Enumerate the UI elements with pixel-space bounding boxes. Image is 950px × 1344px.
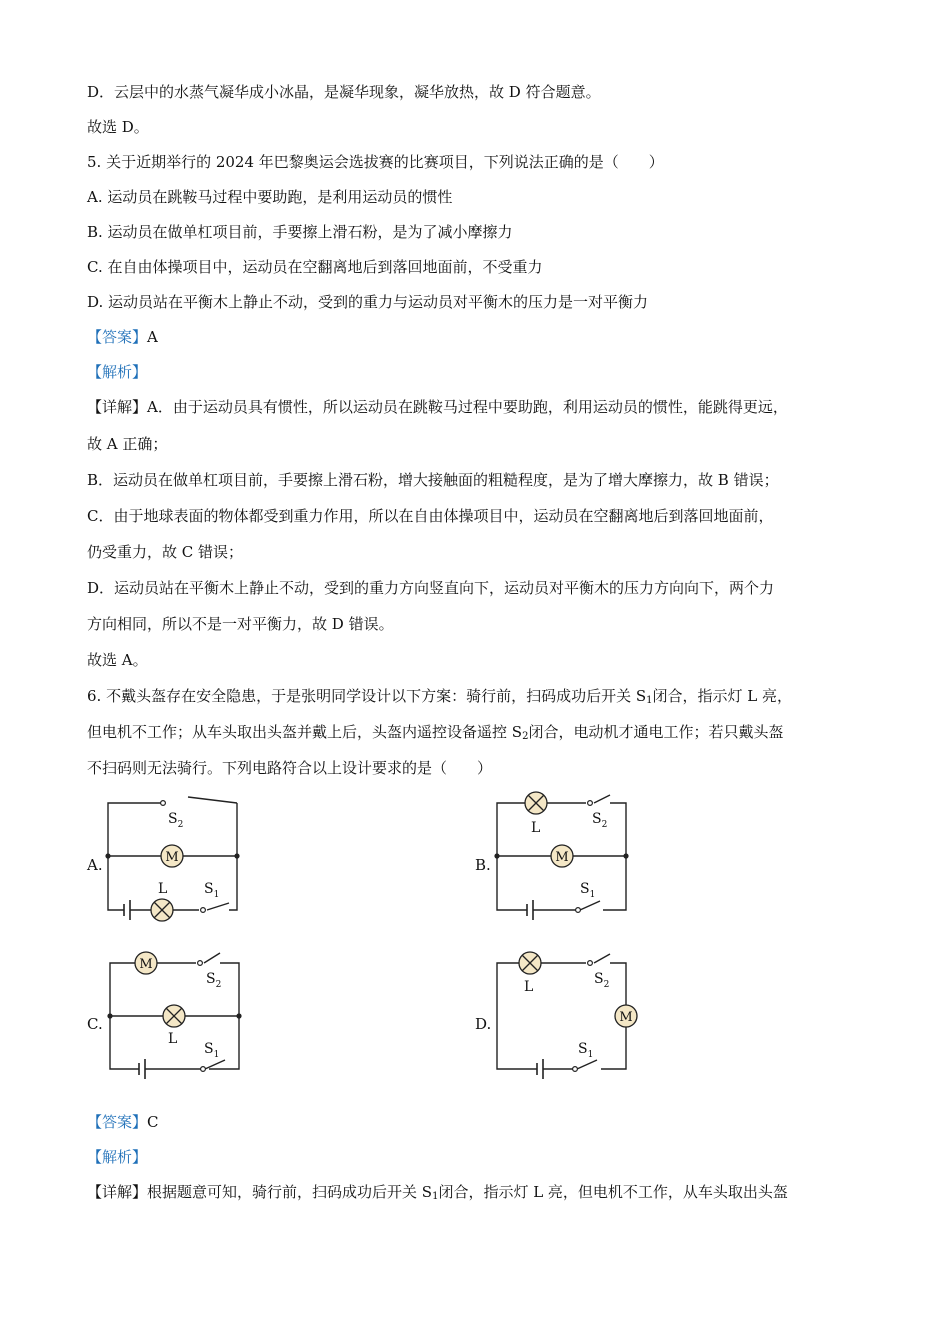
circuit-b-parts bbox=[494, 792, 628, 912]
lamp-label: L bbox=[531, 820, 541, 836]
lamp-label: L bbox=[524, 979, 534, 995]
q6-answer-line bbox=[87, 1112, 159, 1132]
prev-conclusion: 故选 D。 bbox=[87, 118, 149, 136]
q6-option-b-label: B. bbox=[475, 856, 491, 874]
q5-answer: A bbox=[147, 328, 158, 346]
switch-s2-label: $S_2$ bbox=[594, 971, 610, 990]
q5-analysis-tag: 【解析】 bbox=[87, 363, 148, 381]
q5-detail-d-cont: 方向相同，所以不是一对平衡力，故 D 错误。 bbox=[87, 615, 394, 633]
switch-s1-label: $S_1$ bbox=[580, 881, 596, 900]
switch-s1-label: $S_1$ bbox=[204, 881, 220, 900]
q6-option-d-label: D. bbox=[475, 1015, 492, 1033]
junction-icon bbox=[107, 1013, 112, 1018]
switch-s2-label: $S_2$ bbox=[206, 971, 222, 990]
q5-conclusion: 故选 A。 bbox=[87, 651, 148, 669]
q5-option-a: A. 运动员在跳鞍马过程中要助跑，是利用运动员的惯性 bbox=[87, 188, 453, 206]
junction-icon bbox=[623, 853, 628, 858]
lamp-label: L bbox=[168, 1031, 178, 1047]
prev-option-d: D．云层中的水蒸气凝华成小冰晶，是凝华现象，凝华放热，故 D 符合题意。 bbox=[87, 83, 601, 101]
switch-s2-label: $S_2$ bbox=[592, 811, 608, 830]
circuit-a-parts bbox=[105, 801, 239, 921]
q6-stem-line1: 6. 不戴头盔存在安全隐患，于是张明同学设计以下方案：骑行前，扫码成功后开关 $S_1$闭合，指示灯 L 亮， bbox=[87, 687, 793, 706]
lamp-icon bbox=[151, 899, 173, 921]
q5-detail-c-cont: 仍受重力，故 C 错误； bbox=[87, 543, 244, 561]
motor-label: M bbox=[619, 1010, 633, 1025]
q5-detail-b: B．运动员在做单杠项目前，手要擦上滑石粉，增大接触面的粗糙程度，是为了增大摩擦力，故 B 错误； bbox=[87, 471, 779, 489]
q5-detail-a-cont: 故 A 正确； bbox=[87, 435, 168, 453]
switch-s2-label: $S_2$ bbox=[168, 811, 184, 830]
switch-s1-contact-icon bbox=[201, 1067, 206, 1072]
switch-s1-contact-icon bbox=[573, 1067, 578, 1072]
q5-option-c: C. 在自由体操项目中，运动员在空翻离地后到落回地面前，不受重力 bbox=[87, 258, 543, 276]
lamp-icon bbox=[163, 1005, 185, 1027]
switch-s2-contact-icon bbox=[161, 801, 166, 806]
q6-answer: C bbox=[147, 1113, 159, 1131]
junction-icon bbox=[236, 1013, 241, 1018]
switch-s1-contact-icon bbox=[576, 908, 581, 913]
answer-tag: 【答案】 bbox=[87, 328, 148, 346]
q6-option-c-label: C. bbox=[87, 1015, 103, 1033]
q5-option-b: B. 运动员在做单杠项目前，手要擦上滑石粉，是为了减小摩擦力 bbox=[87, 223, 513, 241]
q5-option-d: D. 运动员站在平衡木上静止不动，受到的重力与运动员对平衡木的压力是一对平衡力 bbox=[87, 293, 649, 311]
junction-icon bbox=[105, 853, 110, 858]
q6-analysis-tag: 【解析】 bbox=[87, 1148, 148, 1166]
q5-detail-d: D．运动员站在平衡木上静止不动，受到的重力方向竖直向下，运动员对平衡木的压力方向向下，两个力 bbox=[87, 579, 775, 597]
answer-tag: 【答案】 bbox=[87, 1113, 148, 1131]
junction-icon bbox=[494, 853, 499, 858]
motor-label: M bbox=[139, 957, 153, 972]
circuit-c-parts bbox=[107, 952, 241, 1071]
q6-detail: 【详解】根据题意可知，骑行前，扫码成功后开关 $S_1$闭合，指示灯 L 亮，但电机不工作，从车头取出头盔 bbox=[87, 1183, 788, 1202]
circuit-d-parts bbox=[519, 952, 637, 1071]
q6-stem-line2: 但电机不工作；从车头取出头盔并戴上后，头盔内遥控设备遥控 $S_2$闭合，电动机才通电工作；若只戴头盔 bbox=[87, 723, 784, 742]
lamp-icon bbox=[525, 792, 547, 814]
detail-tag: 【详解】 bbox=[87, 398, 148, 416]
switch-s1-label: $S_1$ bbox=[204, 1041, 220, 1060]
q6-stem-line3: 不扫码则无法骑行。下列电路符合以上设计要求的是（ ） bbox=[87, 759, 493, 777]
lamp-icon bbox=[519, 952, 541, 974]
motor-label: M bbox=[165, 850, 179, 865]
q6-option-a-label: A. bbox=[87, 856, 103, 874]
q5-stem: 5. 关于近期举行的 2024 年巴黎奥运会选拔赛的比赛项目，下列说法正确的是（ ） bbox=[87, 153, 664, 171]
switch-s2-contact-icon bbox=[588, 961, 593, 966]
switch-s2-contact-icon bbox=[198, 961, 203, 966]
switch-s2-contact-icon bbox=[588, 801, 593, 806]
switch-s1-label: $S_1$ bbox=[578, 1041, 594, 1060]
q5-detail-a: 【详解】A．由于运动员具有惯性，所以运动员在跳鞍马过程中要助跑，利用运动员的惯性，能跳得更远， bbox=[87, 398, 788, 416]
lamp-label: L bbox=[158, 881, 168, 897]
junction-icon bbox=[234, 853, 239, 858]
detail-tag: 【详解】 bbox=[87, 1183, 148, 1201]
circuit-d bbox=[497, 954, 626, 1079]
motor-label: M bbox=[555, 850, 569, 865]
switch-s1-contact-icon bbox=[201, 908, 206, 913]
q5-detail-c: C．由于地球表面的物体都受到重力作用，所以在自由体操项目中，运动员在空翻离地后到落回地面前， bbox=[87, 507, 774, 525]
